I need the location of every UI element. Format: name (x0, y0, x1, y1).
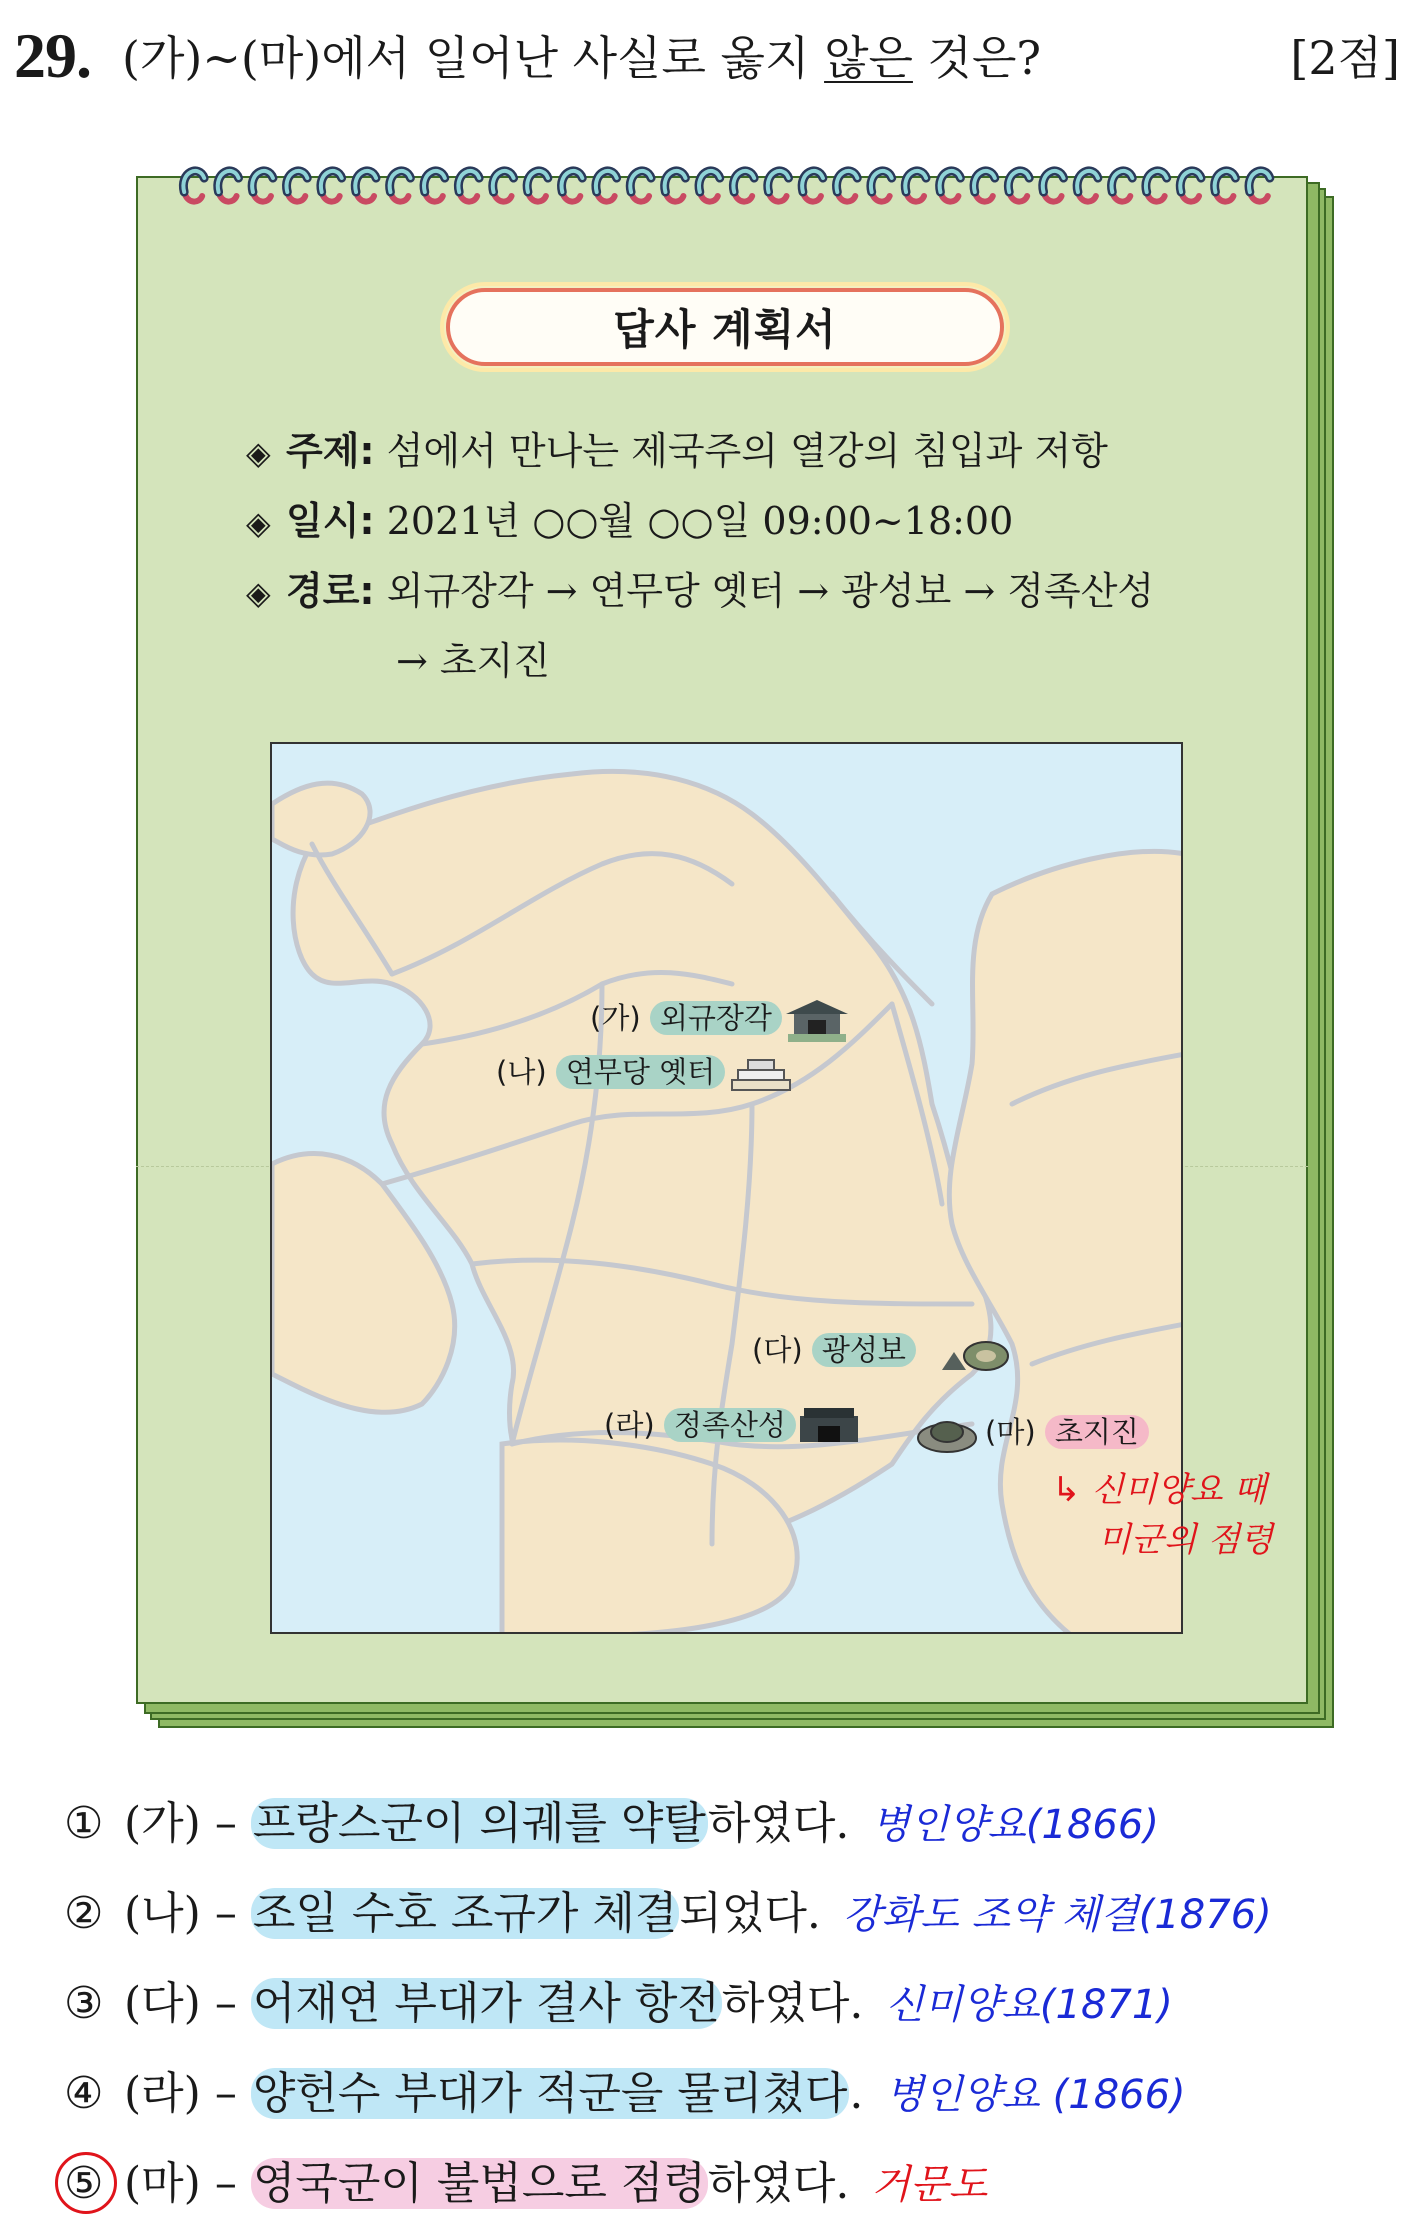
question-points: [2점] (1290, 31, 1400, 85)
option-rest: 하였다. (707, 2158, 850, 2209)
spiral-ring (1077, 171, 1098, 202)
option-tag: (나) (124, 1888, 201, 1939)
question-prompt (122, 28, 1041, 88)
option-tag: (마) (124, 2158, 201, 2209)
spiral-ring (527, 171, 548, 202)
spiral-ring (974, 171, 995, 202)
plan-row-route (246, 566, 1154, 618)
plan-row-subject (246, 426, 1108, 478)
plan-row-date (246, 496, 1013, 548)
option-tag: (라) (124, 2068, 201, 2119)
label-tag: (라) (604, 1408, 655, 1442)
prompt-before: (가)~(마)에서 일어난 사실로 옳지 (122, 31, 825, 85)
diamond-bullet-icon: ◈ (246, 434, 271, 472)
spiral-ring (321, 171, 342, 202)
option-dash: – (214, 1978, 237, 2029)
answer-option-5[interactable] (64, 2154, 987, 2215)
prompt-underlined: 않은 (824, 31, 913, 85)
question-header (14, 18, 1404, 98)
option-dash: – (214, 2068, 237, 2119)
spiral-ring (562, 171, 583, 202)
option-number: ② (64, 1888, 104, 1939)
spiral-ring (802, 171, 823, 202)
spiral-ring (1043, 171, 1064, 202)
spiral-ring (458, 171, 479, 202)
spiral-ring (630, 171, 651, 202)
spiral-ring (733, 171, 754, 202)
row-value: → 초지진 (396, 639, 551, 683)
spiral-ring (493, 171, 514, 202)
map-drawing (272, 744, 1183, 1634)
handwritten-note: 미군의 점령 (1098, 1520, 1274, 1560)
spiral-ring (252, 171, 273, 202)
label-tag: (나) (496, 1055, 547, 1089)
option-rest: 되었다. (679, 1888, 821, 1939)
option-highlight: 어재연 부대가 결사 항전 (252, 1978, 720, 2029)
answer-circle-mark (55, 2152, 117, 2214)
spiral-ring (596, 171, 617, 202)
option-highlight: 프랑스군이 의궤를 약탈 (252, 1798, 706, 1849)
option-highlight: 조일 수호 조규가 체결 (252, 1888, 678, 1939)
label-tag: (가) (590, 1001, 641, 1035)
spiral-ring (390, 171, 411, 202)
option-rest: 하였다. (721, 1978, 864, 2029)
fortress-icon (940, 1334, 1010, 1374)
spiral-ring (768, 171, 789, 202)
answer-option-4[interactable] (64, 2064, 1186, 2125)
ruins-icon (730, 1056, 792, 1092)
option-number: ① (64, 1798, 104, 1849)
row-value: 2021년 ○○월 ○○일 09:00~18:00 (386, 499, 1014, 543)
row-key: 경로: (286, 569, 375, 613)
pavilion-icon (782, 996, 852, 1044)
spiral-ring (1146, 171, 1167, 202)
spiral-ring (837, 171, 858, 202)
option-dash: – (214, 1888, 237, 1939)
spiral-ring (1008, 171, 1029, 202)
title-pill (446, 288, 1004, 366)
spiral-ring (871, 171, 892, 202)
spiral-ring (699, 171, 720, 202)
handwritten-note: 병인양요(1866) (871, 1802, 1159, 1848)
row-key: 주제: (286, 429, 375, 473)
plan-title: 답사 계획서 (613, 305, 837, 354)
map-label-da (752, 1330, 916, 1370)
option-highlight: 양헌수 부대가 적군을 물리쳤다 (252, 2068, 848, 2119)
option-number: ④ (64, 2068, 104, 2119)
prompt-after: 것은? (912, 31, 1042, 85)
handwritten-note: ↳ 신미양요 때 (1052, 1470, 1267, 1510)
option-dash: – (214, 1798, 237, 1849)
option-rest: . (849, 2068, 864, 2119)
spiral-ring (218, 171, 239, 202)
option-highlight: 영국군이 불법으로 점령 (252, 2158, 706, 2209)
option-number: ③ (64, 1978, 104, 2029)
answer-option-2[interactable] (64, 1884, 1272, 1945)
handwritten-note: 병인양요 (1866) (885, 2072, 1186, 2118)
option-tag: (가) (124, 1798, 201, 1849)
handwritten-note: 강화도 조약 체결(1876) (842, 1892, 1272, 1938)
map-label-ma (985, 1412, 1149, 1452)
spiral-ring (355, 171, 376, 202)
spiral-ring (1180, 171, 1201, 202)
label-name: 연무당 옛터 (556, 1055, 725, 1089)
option-dash: – (214, 2158, 237, 2209)
label-name: 외규장각 (650, 1001, 782, 1035)
row-value: 섬에서 만나는 제국주의 열강의 침입과 저항 (386, 429, 1108, 473)
row-value: 외규장각 → 연무당 옛터 → 광성보 → 정족산성 (386, 569, 1155, 613)
spiral-ring (1215, 171, 1236, 202)
map-label-ra (604, 1405, 796, 1445)
label-tag: (마) (985, 1415, 1036, 1449)
label-name: 정족산성 (664, 1408, 796, 1442)
fort-icon (916, 1410, 978, 1454)
option-tag: (다) (124, 1978, 201, 2029)
map-label-ga (590, 998, 782, 1038)
diamond-bullet-icon: ◈ (246, 574, 271, 612)
answer-option-3[interactable] (64, 1974, 1173, 2035)
spiral-ring (424, 171, 445, 202)
option-number: ⑤ (64, 2158, 104, 2209)
spiral-ring (1249, 171, 1270, 202)
question-number: 29. (14, 20, 91, 91)
spiral-ring (940, 171, 961, 202)
spiral-ring (905, 171, 926, 202)
label-name: 초지진 (1045, 1415, 1149, 1449)
spiral-ring (665, 171, 686, 202)
map-label-na (496, 1052, 725, 1092)
spiral-ring (183, 171, 204, 202)
answer-option-1[interactable] (64, 1794, 1159, 1855)
row-key: 일시: (286, 499, 375, 543)
label-name: 광성보 (812, 1333, 916, 1367)
plan-row-route-cont (396, 636, 550, 686)
fortress-gate-icon (798, 1404, 860, 1444)
option-rest: 하였다. (707, 1798, 850, 1849)
spiral-ring (287, 171, 308, 202)
label-tag: (다) (752, 1333, 803, 1367)
handwritten-note: 거문도 (871, 2162, 988, 2208)
island-map (270, 742, 1183, 1634)
handwritten-note: 신미양요(1871) (885, 1982, 1173, 2028)
spiral-binding (176, 152, 1276, 232)
spiral-ring (1112, 171, 1133, 202)
diamond-bullet-icon: ◈ (246, 504, 271, 542)
